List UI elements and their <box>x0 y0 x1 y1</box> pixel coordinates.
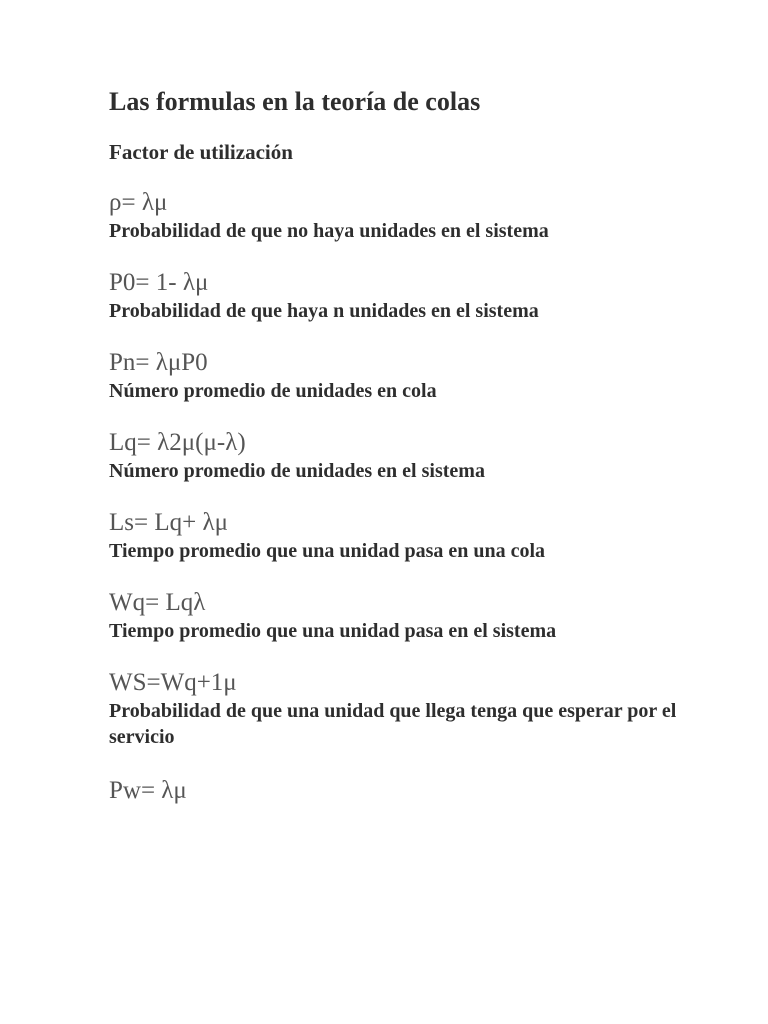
formula-wq: Wq= Lqλ <box>109 589 206 616</box>
formula-description: Número promedio de unidades en el sistema <box>109 460 485 482</box>
formula-description: Probabilidad de que no haya unidades en el sistema <box>109 220 549 242</box>
formula-pw: Pw= λμ <box>109 777 187 804</box>
document-title: Las formulas en la teoría de colas <box>109 87 481 116</box>
formula-description: Probabilidad de que haya n unidades en el sistema <box>109 300 539 322</box>
document-page <box>109 84 709 806</box>
formula-ws: WS=Wq+1μ <box>109 669 237 696</box>
formula-ls: Ls= Lq+ λμ <box>109 509 228 536</box>
formula-description: Probabilidad de que una unidad que llega tenga que esperar por el servicio <box>109 700 677 748</box>
formula-rho: ρ= λμ <box>109 189 168 216</box>
formula-pn: Pn= λμP0 <box>109 349 208 376</box>
formula-p0: P0= 1- λμ <box>109 269 209 296</box>
formula-description: Tiempo promedio que una unidad pasa en una cola <box>109 540 546 562</box>
formula-description: Número promedio de unidades en cola <box>109 380 437 402</box>
formula-description: Tiempo promedio que una unidad pasa en el sistema <box>109 620 557 642</box>
formula-lq: Lq= λ2μ(μ-λ) <box>109 429 246 456</box>
section-heading: Factor de utilización <box>109 140 293 164</box>
